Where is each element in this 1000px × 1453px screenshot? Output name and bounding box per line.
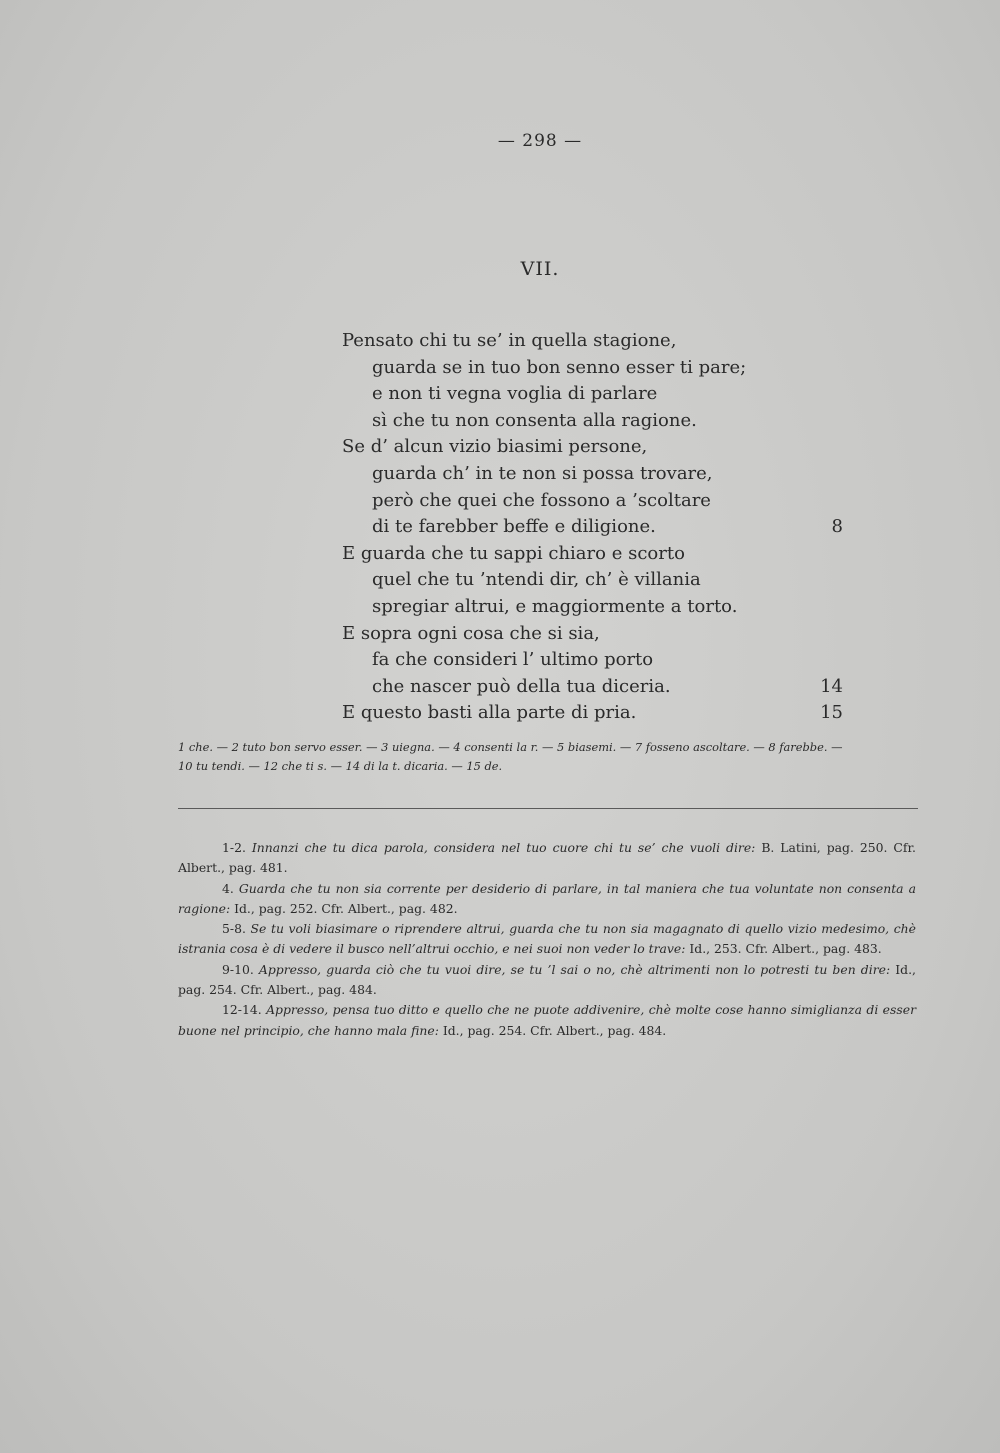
footnote-ref: 5-8. [222, 921, 246, 937]
footnote [178, 1000, 916, 1041]
footnote-quote: Appresso, guarda ciò che tu vuoi dire, se tu ’l sai o no, chè altrimenti non lo potresti tu ben dire: [258, 961, 891, 977]
verse-text: quel che tu ’ntendi dir, ch’ è villania [372, 569, 701, 591]
verse-line [0, 381, 1000, 408]
verse-text: Pensato chi tu se’ in quella stagione, [342, 330, 677, 351]
footnote [178, 879, 916, 920]
verse-text: guarda se in tuo bon senno esser ti pare; [372, 356, 747, 378]
verse-text: E questo basti alla parte di pria. [342, 702, 637, 724]
verse-text: di te farebber beffe e diligione. [372, 516, 656, 538]
verse-number: 14 [820, 675, 843, 697]
section-title: VII. [520, 258, 560, 280]
footnote-ref: 4. [222, 880, 234, 896]
footnote-ref: 9-10. [222, 961, 254, 977]
verse-text: e non ti vegna voglia di parlare [372, 383, 658, 405]
poem [0, 328, 1000, 727]
textual-variants [178, 738, 918, 776]
verse-text: E guarda che tu sappi chiaro e scorto [342, 542, 685, 564]
page-number: — 298 — [497, 131, 583, 151]
footnote-divider [178, 808, 918, 809]
verse-line [0, 408, 1000, 435]
variants-line-1: 1 che. — 2 tuto bon servo esser. — 3 uiegna. — 4 consenti la r. — 5 biasemi. — 7 fosseno ascoltare. — 8 farebbe. — [178, 740, 843, 754]
footnote-quote: Innanzi che tu dica parola, considera nel tuo cuore chi tu se’ che vuoli dire: [251, 840, 756, 855]
verse-text: guarda ch’ in te non si possa trovare, [372, 462, 713, 484]
verse-text: fa che consideri l’ ultimo porto [372, 649, 654, 671]
footnotes [178, 838, 916, 1041]
verse-text: E sopra ogni cosa che si sia, [342, 622, 600, 644]
verse-line [0, 621, 1000, 648]
verse-text: però che quei che fossono a ’scoltare [372, 489, 711, 511]
verse-text: Se d’ alcun vizio biasimi persone, [342, 436, 648, 458]
footnote-quote: Appresso, pensa tuo ditto e quello che ne puote addivenire, chè molte cose hanno simiglianza di esser buone nel principio, che hanno mala fine: [178, 1002, 916, 1038]
verse-number: 15 [820, 702, 843, 724]
footnote-ref: 12-14. [222, 1002, 262, 1018]
verse-line [0, 328, 1000, 355]
verse-line [0, 514, 1000, 541]
verse-line [0, 434, 1000, 461]
footnote-source: B. Latini, pag. 250. Cfr. Albert., pag. 481. [178, 840, 916, 876]
verse-number: 8 [831, 516, 843, 538]
verse-line [0, 567, 1000, 594]
verse-line [0, 594, 1000, 621]
footnote [178, 919, 916, 960]
verse-text: spregiar altrui, e maggiormente a torto. [372, 595, 738, 617]
footnote-quote: Guarda che tu non sia corrente per desiderio di parlare, in tal maniera che tua voluntate non consenta a ragione: [178, 880, 916, 916]
verse-line [0, 541, 1000, 568]
footnote-source: Id., pag. 252. Cfr. Albert., pag. 482. [234, 900, 458, 916]
footnote [178, 960, 916, 1001]
verse-text: sì che tu non consenta alla ragione. [372, 409, 697, 431]
verse-line [0, 674, 1000, 701]
footnote [178, 838, 916, 879]
footnote-ref: 1-2. [222, 840, 246, 855]
footnote-quote: Se tu voli biasimare o riprendere altrui, guarda che tu non sia magagnato di quello vizio medesimo, chè istrania cosa è di vedere il busco nell’altrui occhio, e nei suoi non veder lo trave: [178, 921, 916, 957]
footnote-source: Id., pag. 254. Cfr. Albert., pag. 484. [178, 961, 916, 998]
verse-line [0, 700, 1000, 727]
verse-line [0, 355, 1000, 382]
verse-line [0, 647, 1000, 674]
verse-line [0, 488, 1000, 515]
verse-line [0, 461, 1000, 488]
verse-text: che nascer può della tua diceria. [372, 675, 671, 697]
variants-line-2: 10 tu tendi. — 12 che ti s. — 14 di la t. dicaria. — 15 de. [178, 759, 503, 773]
footnote-source: Id., pag. 254. Cfr. Albert., pag. 484. [442, 1022, 667, 1038]
footnote-source: Id., 253. Cfr. Albert., pag. 483. [689, 941, 882, 957]
